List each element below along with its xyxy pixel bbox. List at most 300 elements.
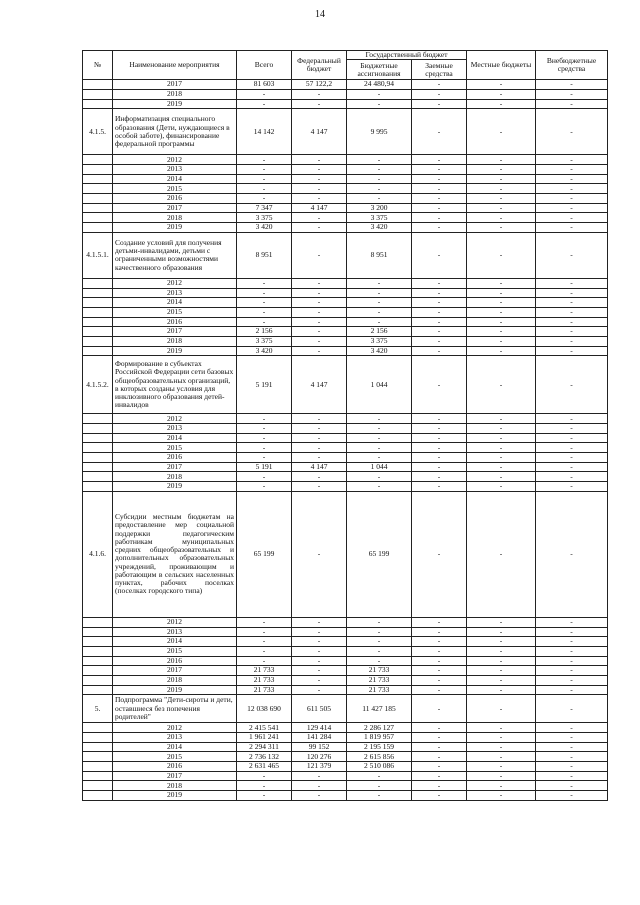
- section-state-alloc: 1 044: [347, 356, 412, 414]
- year-row: [83, 637, 608, 647]
- section-state-alloc: 65 199: [347, 491, 412, 617]
- year-state-alloc: -: [347, 424, 412, 434]
- year-state-alloc: -: [347, 637, 412, 647]
- year-local: -: [467, 723, 536, 733]
- year-local: -: [467, 762, 536, 772]
- section-local: -: [467, 232, 536, 278]
- year-local: -: [467, 278, 536, 288]
- year-extra: -: [536, 346, 608, 356]
- year-total: -: [237, 298, 292, 308]
- section-state-loan: -: [412, 695, 467, 723]
- year-state-alloc: -: [347, 99, 412, 109]
- row-code-cell: [83, 762, 113, 772]
- year-local: -: [467, 288, 536, 298]
- year-state-alloc: -: [347, 443, 412, 453]
- year-row: [83, 327, 608, 337]
- year-state-alloc: 2 195 159: [347, 742, 412, 752]
- section-row: [83, 695, 608, 723]
- section-row: [83, 109, 608, 155]
- year-federal: -: [292, 424, 347, 434]
- year-federal: -: [292, 443, 347, 453]
- header-local: Местные бюджеты: [467, 51, 536, 80]
- year-label: 2019: [113, 99, 237, 109]
- section-total: 14 142: [237, 109, 292, 155]
- year-row: [83, 617, 608, 627]
- year-row: [83, 89, 608, 99]
- year-total: -: [237, 155, 292, 165]
- year-federal: -: [292, 184, 347, 194]
- year-state-loan: -: [412, 781, 467, 791]
- year-label: 2012: [113, 617, 237, 627]
- year-total: -: [237, 414, 292, 424]
- year-total: -: [237, 174, 292, 184]
- year-state-loan: -: [412, 627, 467, 637]
- year-row: [83, 346, 608, 356]
- year-local: -: [467, 443, 536, 453]
- section-code: 4.1.5.2.: [83, 356, 113, 414]
- row-code-cell: [83, 307, 113, 317]
- row-code-cell: [83, 627, 113, 637]
- year-label: 2018: [113, 336, 237, 346]
- section-name: Подпрограмма "Дети-сироты и дети, оставшиеся без попечения родителей": [113, 695, 237, 723]
- row-code-cell: [83, 278, 113, 288]
- year-row: [83, 472, 608, 482]
- year-label: 2018: [113, 472, 237, 482]
- year-label: 2015: [113, 752, 237, 762]
- year-state-alloc: 1 044: [347, 462, 412, 472]
- page-number: 14: [315, 9, 325, 20]
- year-extra: -: [536, 733, 608, 743]
- section-extra: -: [536, 356, 608, 414]
- year-extra: -: [536, 194, 608, 204]
- year-total: -: [237, 184, 292, 194]
- year-total: 1 961 241: [237, 733, 292, 743]
- year-local: -: [467, 317, 536, 327]
- year-label: 2013: [113, 733, 237, 743]
- year-row: [83, 223, 608, 233]
- year-state-loan: -: [412, 791, 467, 801]
- year-federal: 141 284: [292, 733, 347, 743]
- year-federal: -: [292, 472, 347, 482]
- section-federal: 4 147: [292, 109, 347, 155]
- section-name: Создание условий для получения детьми-инвалидами, детьми с ограниченными возможностями качественного образования: [113, 232, 237, 278]
- year-label: 2018: [113, 675, 237, 685]
- year-state-alloc: 2 286 127: [347, 723, 412, 733]
- year-state-alloc: 3 420: [347, 223, 412, 233]
- year-label: 2016: [113, 656, 237, 666]
- year-state-alloc: 21 733: [347, 685, 412, 695]
- year-label: 2014: [113, 298, 237, 308]
- year-local: -: [467, 781, 536, 791]
- year-local: -: [467, 472, 536, 482]
- year-federal: -: [292, 194, 347, 204]
- year-state-alloc: -: [347, 433, 412, 443]
- year-local: -: [467, 165, 536, 175]
- section-name: Субсидии местным бюджетам на предоставление мер социальной поддержки педагогическим работникам муниципальных средних общеобразовательных и дополнительных образовательных учреждений, проживающим и работающим в сельских населенных пунктах, рабочих поселках (поселках городского типа): [113, 491, 237, 617]
- year-extra: -: [536, 637, 608, 647]
- year-state-loan: -: [412, 424, 467, 434]
- year-row: [83, 278, 608, 288]
- year-local: -: [467, 99, 536, 109]
- year-state-alloc: 24 480,94: [347, 80, 412, 90]
- row-code-cell: [83, 666, 113, 676]
- year-total: -: [237, 288, 292, 298]
- year-local: -: [467, 223, 536, 233]
- year-state-loan: -: [412, 666, 467, 676]
- year-extra: -: [536, 223, 608, 233]
- year-row: [83, 203, 608, 213]
- year-state-alloc: 2 615 856: [347, 752, 412, 762]
- year-local: -: [467, 298, 536, 308]
- year-state-loan: -: [412, 443, 467, 453]
- section-total: 5 191: [237, 356, 292, 414]
- year-local: -: [467, 327, 536, 337]
- year-state-loan: -: [412, 433, 467, 443]
- section-state-loan: -: [412, 232, 467, 278]
- section-row: [83, 356, 608, 414]
- year-total: 2 736 132: [237, 752, 292, 762]
- year-local: -: [467, 307, 536, 317]
- year-row: [83, 462, 608, 472]
- year-label: 2017: [113, 80, 237, 90]
- year-row: [83, 762, 608, 772]
- header-extra: Внебюджетные средства: [536, 51, 608, 80]
- year-extra: -: [536, 771, 608, 781]
- year-label: 2019: [113, 223, 237, 233]
- year-local: -: [467, 685, 536, 695]
- year-label: 2017: [113, 327, 237, 337]
- year-extra: -: [536, 298, 608, 308]
- year-federal: -: [292, 346, 347, 356]
- year-row: [83, 184, 608, 194]
- year-state-loan: -: [412, 278, 467, 288]
- year-local: -: [467, 742, 536, 752]
- year-total: 7 347: [237, 203, 292, 213]
- year-state-loan: -: [412, 307, 467, 317]
- year-local: -: [467, 656, 536, 666]
- year-state-loan: -: [412, 223, 467, 233]
- year-state-alloc: 1 819 957: [347, 733, 412, 743]
- year-state-alloc: -: [347, 317, 412, 327]
- year-extra: -: [536, 414, 608, 424]
- year-total: 3 375: [237, 336, 292, 346]
- year-total: -: [237, 99, 292, 109]
- row-code-cell: [83, 656, 113, 666]
- year-extra: -: [536, 89, 608, 99]
- year-total: -: [237, 627, 292, 637]
- year-federal: 57 122,2: [292, 80, 347, 90]
- year-total: 21 733: [237, 666, 292, 676]
- row-code-cell: [83, 462, 113, 472]
- year-local: -: [467, 194, 536, 204]
- year-label: 2017: [113, 203, 237, 213]
- row-code-cell: [83, 742, 113, 752]
- header-state: Государственный бюджет: [347, 51, 467, 60]
- year-state-loan: -: [412, 298, 467, 308]
- year-federal: -: [292, 666, 347, 676]
- year-state-loan: -: [412, 637, 467, 647]
- year-extra: -: [536, 184, 608, 194]
- row-code-cell: [83, 288, 113, 298]
- year-extra: -: [536, 752, 608, 762]
- section-state-loan: -: [412, 109, 467, 155]
- year-state-loan: -: [412, 165, 467, 175]
- year-state-loan: -: [412, 99, 467, 109]
- year-total: -: [237, 278, 292, 288]
- year-state-alloc: -: [347, 646, 412, 656]
- row-code-cell: [83, 203, 113, 213]
- year-local: -: [467, 771, 536, 781]
- year-label: 2015: [113, 646, 237, 656]
- year-state-alloc: -: [347, 307, 412, 317]
- section-local: -: [467, 491, 536, 617]
- year-state-loan: -: [412, 656, 467, 666]
- year-state-loan: -: [412, 336, 467, 346]
- year-total: -: [237, 89, 292, 99]
- year-extra: -: [536, 307, 608, 317]
- year-state-loan: -: [412, 213, 467, 223]
- year-local: -: [467, 733, 536, 743]
- row-code-cell: [83, 155, 113, 165]
- year-label: 2016: [113, 453, 237, 463]
- year-row: [83, 213, 608, 223]
- year-state-loan: -: [412, 288, 467, 298]
- year-extra: -: [536, 336, 608, 346]
- row-code-cell: [83, 298, 113, 308]
- year-total: -: [237, 482, 292, 492]
- section-row: [83, 491, 608, 617]
- year-label: 2013: [113, 288, 237, 298]
- year-federal: -: [292, 288, 347, 298]
- year-state-loan: -: [412, 742, 467, 752]
- year-state-alloc: -: [347, 781, 412, 791]
- row-code-cell: [83, 346, 113, 356]
- year-label: 2017: [113, 462, 237, 472]
- section-extra: -: [536, 491, 608, 617]
- year-label: 2014: [113, 174, 237, 184]
- year-state-loan: -: [412, 723, 467, 733]
- year-federal: 129 414: [292, 723, 347, 733]
- year-label: 2015: [113, 184, 237, 194]
- year-federal: -: [292, 453, 347, 463]
- year-extra: -: [536, 742, 608, 752]
- year-federal: 121 379: [292, 762, 347, 772]
- year-local: -: [467, 346, 536, 356]
- year-state-loan: -: [412, 317, 467, 327]
- year-total: -: [237, 656, 292, 666]
- year-label: 2013: [113, 627, 237, 637]
- section-extra: -: [536, 232, 608, 278]
- year-federal: -: [292, 174, 347, 184]
- year-state-loan: -: [412, 762, 467, 772]
- year-extra: -: [536, 453, 608, 463]
- row-code-cell: [83, 752, 113, 762]
- year-state-alloc: -: [347, 89, 412, 99]
- year-row: [83, 627, 608, 637]
- year-extra: -: [536, 99, 608, 109]
- row-code-cell: [83, 317, 113, 327]
- year-state-alloc: 21 733: [347, 666, 412, 676]
- year-row: [83, 646, 608, 656]
- year-state-loan: -: [412, 346, 467, 356]
- year-extra: -: [536, 174, 608, 184]
- year-total: 2 631 465: [237, 762, 292, 772]
- year-row: [83, 675, 608, 685]
- year-extra: -: [536, 685, 608, 695]
- section-code: 5.: [83, 695, 113, 723]
- year-state-alloc: -: [347, 298, 412, 308]
- year-row: [83, 443, 608, 453]
- year-label: 2019: [113, 791, 237, 801]
- year-extra: -: [536, 443, 608, 453]
- year-total: 5 191: [237, 462, 292, 472]
- year-label: 2019: [113, 346, 237, 356]
- year-row: [83, 336, 608, 346]
- year-extra: -: [536, 472, 608, 482]
- year-label: 2017: [113, 666, 237, 676]
- row-code-cell: [83, 223, 113, 233]
- year-state-alloc: 3 375: [347, 336, 412, 346]
- section-state-loan: -: [412, 491, 467, 617]
- year-label: 2016: [113, 317, 237, 327]
- year-extra: -: [536, 424, 608, 434]
- year-total: -: [237, 771, 292, 781]
- row-code-cell: [83, 414, 113, 424]
- year-local: -: [467, 184, 536, 194]
- year-extra: -: [536, 327, 608, 337]
- year-federal: -: [292, 307, 347, 317]
- year-label: 2019: [113, 482, 237, 492]
- year-state-alloc: -: [347, 617, 412, 627]
- year-local: -: [467, 675, 536, 685]
- year-row: [83, 723, 608, 733]
- year-extra: -: [536, 462, 608, 472]
- year-state-loan: -: [412, 733, 467, 743]
- year-state-loan: -: [412, 462, 467, 472]
- year-extra: -: [536, 723, 608, 733]
- year-extra: -: [536, 203, 608, 213]
- year-local: -: [467, 752, 536, 762]
- year-extra: -: [536, 675, 608, 685]
- header-state-loan: Заемные средства: [412, 60, 467, 80]
- year-local: -: [467, 80, 536, 90]
- row-code-cell: [83, 472, 113, 482]
- row-code-cell: [83, 771, 113, 781]
- year-total: 2 294 311: [237, 742, 292, 752]
- year-federal: -: [292, 646, 347, 656]
- year-state-alloc: -: [347, 414, 412, 424]
- year-label: 2013: [113, 165, 237, 175]
- year-row: [83, 453, 608, 463]
- row-code-cell: [83, 637, 113, 647]
- year-label: 2012: [113, 414, 237, 424]
- year-local: -: [467, 89, 536, 99]
- year-state-loan: -: [412, 472, 467, 482]
- section-federal: 611 505: [292, 695, 347, 723]
- year-total: 2 156: [237, 327, 292, 337]
- section-name: Формирование в субъектах Российской Федерации сети базовых общеобразовательных организаций, в которых созданы условия для инклюзивного образования детей-инвалидов: [113, 356, 237, 414]
- section-federal: -: [292, 491, 347, 617]
- year-state-loan: -: [412, 184, 467, 194]
- year-total: -: [237, 317, 292, 327]
- row-code-cell: [83, 675, 113, 685]
- year-local: -: [467, 433, 536, 443]
- year-total: -: [237, 637, 292, 647]
- year-local: -: [467, 174, 536, 184]
- year-state-alloc: -: [347, 174, 412, 184]
- year-total: 3 420: [237, 346, 292, 356]
- year-federal: -: [292, 155, 347, 165]
- year-federal: -: [292, 414, 347, 424]
- year-local: -: [467, 627, 536, 637]
- section-total: 8 951: [237, 232, 292, 278]
- year-row: [83, 155, 608, 165]
- year-federal: -: [292, 99, 347, 109]
- row-code-cell: [83, 723, 113, 733]
- row-code-cell: [83, 336, 113, 346]
- year-federal: -: [292, 327, 347, 337]
- year-extra: -: [536, 627, 608, 637]
- year-state-loan: -: [412, 327, 467, 337]
- year-total: 21 733: [237, 685, 292, 695]
- row-code-cell: [83, 174, 113, 184]
- row-code-cell: [83, 443, 113, 453]
- year-state-loan: -: [412, 482, 467, 492]
- section-extra: -: [536, 695, 608, 723]
- header-state-alloc: Бюджетные ассигнования: [347, 60, 412, 80]
- row-code-cell: [83, 99, 113, 109]
- year-row: [83, 742, 608, 752]
- year-extra: -: [536, 165, 608, 175]
- row-code-cell: [83, 453, 113, 463]
- year-state-loan: -: [412, 771, 467, 781]
- year-state-alloc: -: [347, 627, 412, 637]
- year-local: -: [467, 482, 536, 492]
- year-total: -: [237, 307, 292, 317]
- year-label: 2013: [113, 424, 237, 434]
- year-label: 2012: [113, 278, 237, 288]
- year-federal: -: [292, 791, 347, 801]
- year-local: -: [467, 203, 536, 213]
- row-code-cell: [83, 617, 113, 627]
- year-state-loan: -: [412, 752, 467, 762]
- year-row: [83, 771, 608, 781]
- year-state-alloc: 2 510 086: [347, 762, 412, 772]
- year-state-loan: -: [412, 414, 467, 424]
- table-body: [83, 80, 608, 801]
- year-row: [83, 174, 608, 184]
- row-code-cell: [83, 733, 113, 743]
- year-state-loan: -: [412, 194, 467, 204]
- section-local: -: [467, 695, 536, 723]
- section-local: -: [467, 109, 536, 155]
- year-label: 2012: [113, 723, 237, 733]
- year-row: [83, 298, 608, 308]
- year-label: 2017: [113, 771, 237, 781]
- year-total: -: [237, 781, 292, 791]
- section-total: 12 038 690: [237, 695, 292, 723]
- year-row: [83, 165, 608, 175]
- year-state-alloc: 3 420: [347, 346, 412, 356]
- year-federal: -: [292, 278, 347, 288]
- year-total: 81 603: [237, 80, 292, 90]
- year-extra: -: [536, 433, 608, 443]
- year-row: [83, 80, 608, 90]
- year-state-loan: -: [412, 453, 467, 463]
- year-federal: -: [292, 675, 347, 685]
- year-local: -: [467, 453, 536, 463]
- year-row: [83, 317, 608, 327]
